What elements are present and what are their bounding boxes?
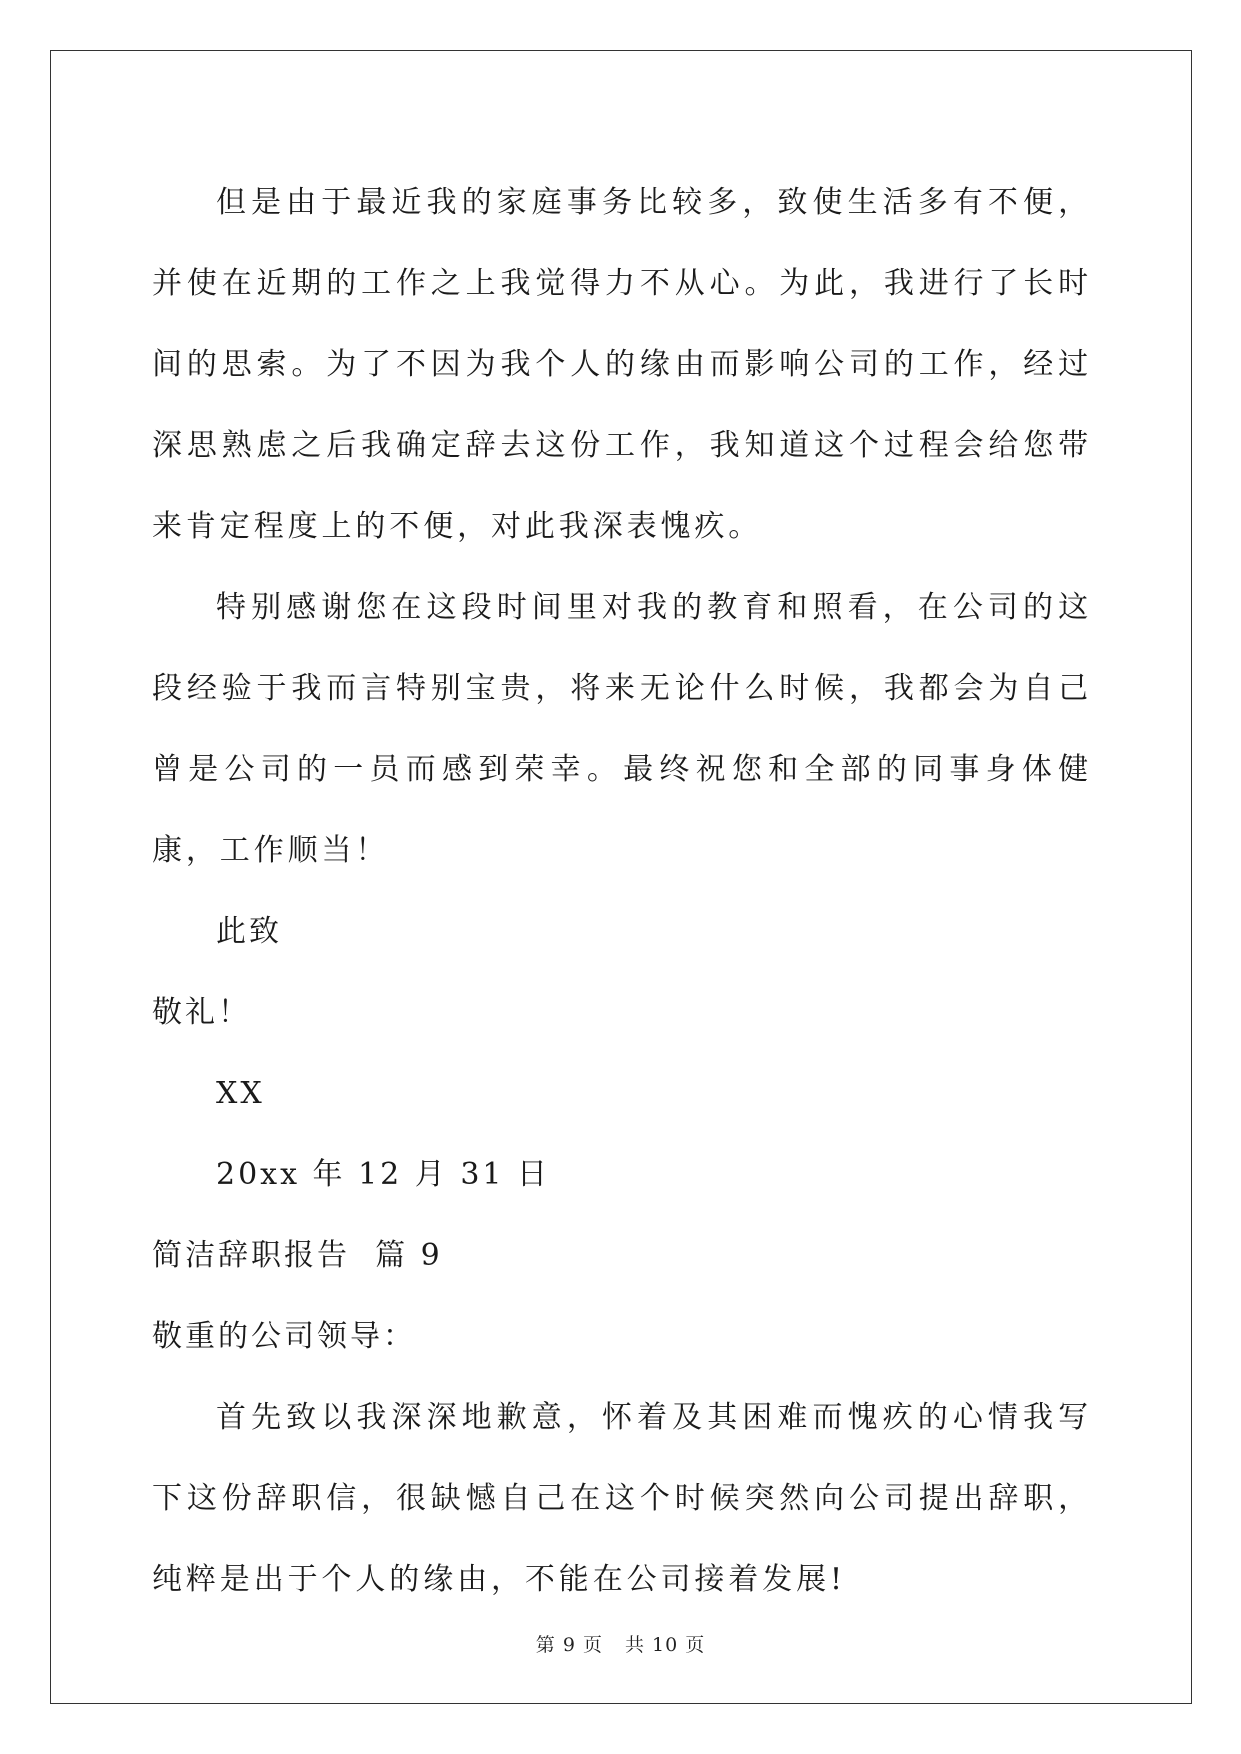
paragraph-family-reasons: 但是由于最近我的家庭事务比较多，致使生活多有不便，并使在近期的工作之上我觉得力不从心。为此，我进行了长时间的思索。为了不因为我个人的缘由而影响公司的工作，经过深思熟虑之后我确定辞去这份工作，我知道这个过程会给您带来肯定程度上的不便，对此我深表愧疚。 [152,185,1092,544]
salute-text: 敬礼！ [152,995,251,1030]
signature-name: XX [216,1076,265,1111]
section-heading: 简洁辞职报告 篇 9 [152,1238,443,1273]
page-number: 第 9 页 [535,1634,603,1656]
closing-text: 此致 [216,914,282,949]
page-footer [0,1630,1241,1657]
greeting-text: 敬重的公司领导： [152,1319,416,1354]
paragraph-apology: 首先致以我深深地歉意，怀着及其困难而愧疚的心情我写下这份辞职信，很缺憾自己在这个时候突然向公司提出辞职，纯粹是出于个人的缘由，不能在公司接着发展! [152,1400,1092,1597]
page-total: 共 10 页 [624,1634,706,1656]
document-body [152,162,1092,1620]
letter-date: 20xx 年 12 月 31 日 [216,1157,551,1192]
paragraph-gratitude: 特别感谢您在这段时间里对我的教育和照看，在公司的这段经验于我而言特别宝贵，将来无论什么时候，我都会为自己曾是公司的一员而感到荣幸。最终祝您和全部的同事身体健康，工作顺当！ [152,590,1092,868]
